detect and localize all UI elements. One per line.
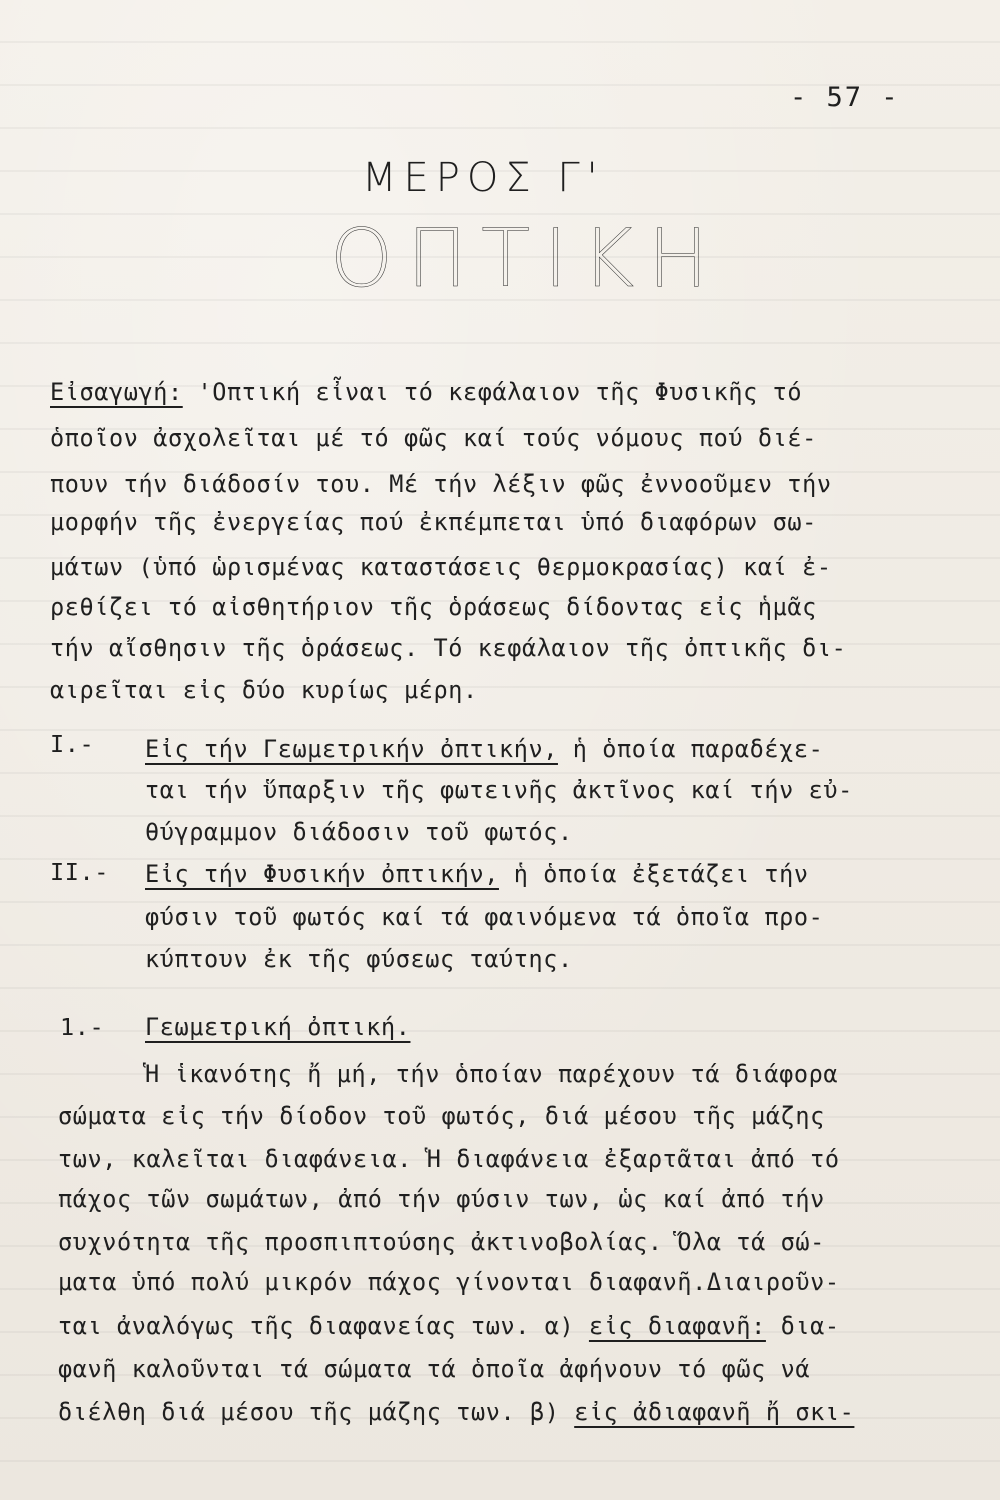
- intro-line-3: πουν τήν διάδοσίν του. Μέ τήν λέξιν φῶς ἐννοοῦμεν τήν: [50, 470, 832, 498]
- item-2-line-1: Εἰς τήν Φυσικήν ὀπτικήν, ἡ ὁποία ἐξετάζει τήν: [145, 860, 809, 888]
- opaque-term: εἰς ἀδιαφανῆ ἤ σκι-: [574, 1398, 855, 1426]
- section-number: 1.-: [60, 1013, 105, 1041]
- item-1-line-1: Εἰς τήν Γεωμετρικήν ὀπτικήν, ἡ ὁποία παραδέχε-: [145, 735, 824, 763]
- item-2-line-2: φύσιν τοῦ φωτός καί τά φαινόμενα τά ὁποῖα προ-: [145, 903, 824, 931]
- chapter-title: ΟΠΤΙΚΗ: [330, 212, 723, 305]
- section-line-8: φανῆ καλοῦνται τά σώματα τά ὁποῖα ἀφήνουν τό φῶς νά: [58, 1355, 811, 1383]
- intro-line-2: ὁποῖον ἀσχολεῖται μέ τό φῶς καί τούς νόμους πού διέ-: [50, 424, 817, 452]
- intro-line-8: αιρεῖται εἰς δύο κυρίως μέρη.: [50, 676, 478, 704]
- section-line-1: Ἡ ἱκανότης ἤ μή, τήν ὁποίαν παρέχουν τά διάφορα: [145, 1060, 839, 1088]
- section-line-2: σώματα εἰς τήν δίοδον τοῦ φωτός, διά μέσου τῆς μάζης: [58, 1102, 825, 1130]
- section-line-7: ται ἀναλόγως τῆς διαφανείας των. α) εἰς διαφανῆ: δια-: [58, 1312, 840, 1340]
- intro-line-7: τήν αἴσθησιν τῆς ὁράσεως. Τό κεφάλαιον τῆς ὀπτικῆς δι-: [50, 634, 847, 662]
- item-1-heading: Εἰς τήν Γεωμετρικήν ὀπτικήν,: [145, 735, 558, 763]
- section-line-3: των, καλεῖται διαφάνεια. Ἡ διαφάνεια ἐξαρτᾶται ἀπό τό: [58, 1145, 840, 1173]
- item-1-line-3: θύγραμμον διάδοσιν τοῦ φωτός.: [145, 818, 573, 846]
- section-line-9: διέλθη διά μέσου τῆς μάζης των. β) εἰς ἀδιαφανῆ ἤ σκι-: [58, 1398, 855, 1426]
- item-2-heading: Εἰς τήν Φυσικήν ὀπτικήν,: [145, 860, 499, 888]
- page-number: - 57 -: [790, 82, 900, 113]
- transparent-term: εἰς διαφανῆ:: [588, 1312, 766, 1340]
- intro-label: Εἰσαγωγή:: [50, 378, 183, 406]
- section-heading: Γεωμετρική ὀπτική.: [145, 1013, 411, 1041]
- intro-line-5: μάτων (ὑπό ὡρισμένας καταστάσεις θερμοκρασίας) καί ἐ-: [50, 553, 832, 581]
- intro-line-1: Εἰσαγωγή: 'Οπτική εἶναι τό κεφάλαιον τῆς Φυσικῆς τό: [50, 378, 803, 406]
- item-1-marker: I.-: [50, 730, 95, 758]
- intro-line-6: ρεθίζει τό αἰσθητήριον τῆς ὁράσεως δίδοντας εἰς ἡμᾶς: [50, 593, 817, 621]
- item-2-marker: II.-: [50, 858, 109, 886]
- intro-line-4: μορφήν τῆς ἐνεργείας πού ἐκπέμπεται ὑπό διαφόρων σω-: [50, 508, 817, 536]
- item-2-line-3: κύπτουν ἐκ τῆς φύσεως ταύτης.: [145, 945, 573, 973]
- section-line-5: συχνότητα τῆς προσπιπτούσης ἀκτινοβολίας. Ὅλα τά σώ-: [58, 1228, 825, 1256]
- part-heading: ΜΕΡΟΣ Γ': [362, 155, 605, 201]
- section-line-4: πάχος τῶν σωμάτων, ἀπό τήν φύσιν των, ὡς καί ἀπό τήν: [58, 1185, 825, 1213]
- item-1-line-2: ται τήν ὕπαρξιν τῆς φωτεινῆς ἀκτῖνος καί τήν εὐ-: [145, 776, 853, 804]
- section-line-6: ματα ὑπό πολύ μικρόν πάχος γίνονται διαφανῆ.Διαιροῦν-: [58, 1268, 840, 1296]
